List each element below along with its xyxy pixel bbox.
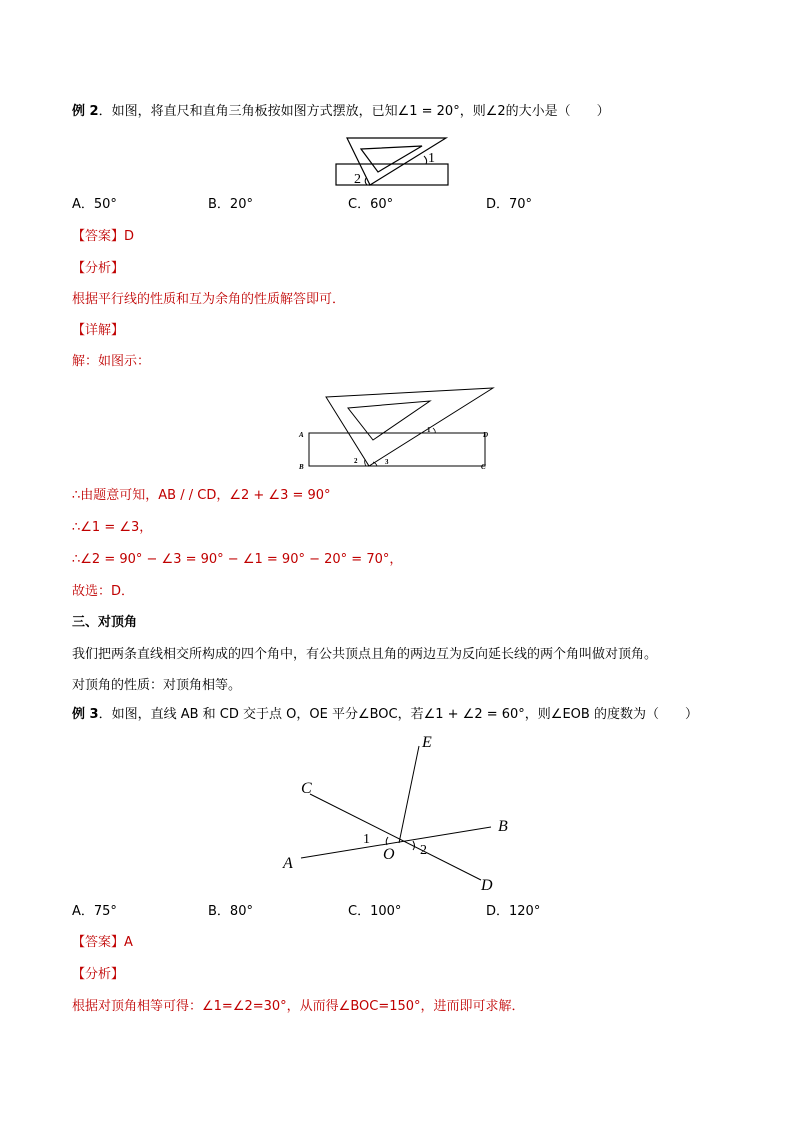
section-3-property: 对顶角的性质：对顶角相等。 <box>72 678 242 693</box>
ex2-question: ．如图，将直尺和直角三角板按如图方式摆放，已知∠1 = 20°，则∠2的大小是（ ） <box>98 104 610 119</box>
ex2-analysis-tag: 【分析】 <box>72 261 125 276</box>
fig2-label-d: D <box>483 431 489 439</box>
triangle-outer-labeled <box>326 388 493 466</box>
ruler-rect-labeled <box>309 433 485 466</box>
fig3-label-c: C <box>301 780 312 797</box>
ex3-option-b: B．80° <box>208 904 253 919</box>
fig2-label-2: 2 <box>354 457 358 465</box>
ex2-step-1: ∴由题意可知，AB / / CD，∠2 + ∠3 = 90° <box>72 488 331 503</box>
ex2-conclusion: 故选：D． <box>72 584 135 599</box>
ex3-answer-tag: 【答案】 <box>72 935 125 950</box>
section-3-heading: 三、对顶角 <box>72 615 138 630</box>
section-3-definition: 我们把两条直线相交所构成的四个角中，有公共顶点且角的两边互为反向延长线的两个角叫做对顶角。 <box>72 647 658 662</box>
ex2-detail-intro: 解：如图示： <box>72 354 151 369</box>
fig3-label-b: B <box>498 818 508 835</box>
fig3-label-2: 2 <box>420 843 427 858</box>
ex3-label: 例 3 <box>72 707 99 722</box>
ex3-option-a: A．75° <box>72 904 117 919</box>
ex2-analysis: 根据平行线的性质和互为余角的性质解答即可． <box>72 292 346 307</box>
ex3-option-c: C．100° <box>348 904 402 919</box>
fig2-label-b: B <box>299 463 304 471</box>
ex3-question: ．如图，直线 AB 和 CD 交于点 O，OE 平分∠BOC，若∠1 + ∠2 = 60°，则∠EOB 的度数为（ ） <box>98 707 698 722</box>
angle-arc-1 <box>424 156 427 164</box>
ex3-figure <box>276 730 526 896</box>
ex3-stem <box>72 706 698 724</box>
ex2-answer-tag: 【答案】 <box>72 229 125 244</box>
ex2-stem <box>72 103 610 121</box>
fig3-label-1: 1 <box>363 832 370 847</box>
ruler-rect <box>336 164 448 185</box>
ex3-analysis: 根据对顶角相等可得：∠1=∠2=30°，从而得∠BOC=150°，进而即可求解． <box>72 999 525 1014</box>
ex2-detail-tag: 【详解】 <box>72 323 125 338</box>
angle-arc-3-labeled <box>373 462 377 466</box>
fig3-label-d: D <box>481 877 493 894</box>
ex3-answer-value: A <box>124 935 133 950</box>
ex3-answer <box>72 934 133 952</box>
fig3-label-a: A <box>283 855 293 872</box>
fig2-label-3: 3 <box>385 458 389 466</box>
ex2-answer <box>72 228 134 246</box>
ray-oe <box>399 746 419 843</box>
fig2-label-1: 1 <box>427 426 431 434</box>
ex2-option-d: D．70° <box>486 197 533 212</box>
fig1-label-1: 1 <box>428 151 435 166</box>
ex3-option-d: D．120° <box>486 904 541 919</box>
triangle-inner-labeled <box>348 401 430 440</box>
ex2-step-3: ∴∠2 = 90° − ∠3 = 90° − ∠1 = 90° − 20° = 70°， <box>72 552 403 567</box>
line-cd <box>310 794 481 880</box>
fig2-label-c: C <box>481 463 486 471</box>
ex2-option-b: B．20° <box>208 197 253 212</box>
line-ab <box>301 827 491 858</box>
ex2-figure-labeled <box>296 384 496 474</box>
ex2-option-a: A．50° <box>72 197 117 212</box>
ex2-option-c: C．60° <box>348 197 394 212</box>
ex2-label: 例 2 <box>72 104 99 119</box>
fig2-label-a: A <box>299 431 304 439</box>
ex3-analysis-tag: 【分析】 <box>72 967 125 982</box>
ex2-answer-value: D <box>124 229 135 244</box>
ex2-figure-ruler-triangle <box>334 136 450 188</box>
angle-arc-1-labeled <box>433 428 435 433</box>
ex2-step-2: ∴∠1 = ∠3， <box>72 520 153 535</box>
fig3-label-e: E <box>422 734 432 751</box>
fig3-label-o: O <box>383 846 395 863</box>
fig1-label-2: 2 <box>354 172 361 187</box>
